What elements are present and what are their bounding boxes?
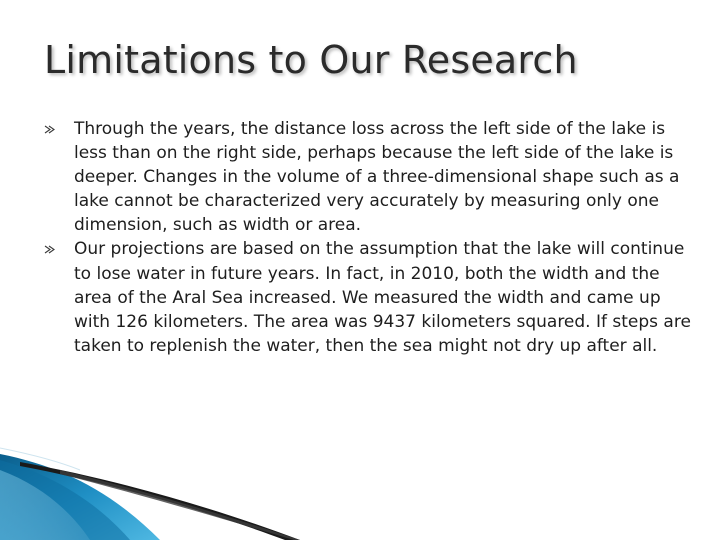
bullet-item — [44, 237, 694, 357]
bullet-list — [44, 117, 694, 358]
decorative-swoosh — [0, 440, 720, 540]
bullet-item — [44, 117, 694, 237]
bullet-marker-icon — [44, 245, 56, 254]
bullet-marker-icon — [44, 125, 56, 134]
slide-title: Limitations to Our Research — [44, 38, 578, 82]
bullet-text: Through the years, the distance loss across the left side of the lake is less than on the right side, perhaps because the left side of the lake is deeper. Changes in the volume of a three-dimensional shape such as a lake cannot be characterized very accurately by measuring only one dimension, such as width or area. — [74, 119, 680, 236]
bullet-text: Our projections are based on the assumption that the lake will continue to lose water in future years. In fact, in 2010, both the width and the area of the Aral Sea increased. We measured the width and came up with 126 kilometers. The area was 9437 kilometers squared. If steps are taken to replenish the water, then the sea might not dry up after all. — [74, 239, 691, 356]
